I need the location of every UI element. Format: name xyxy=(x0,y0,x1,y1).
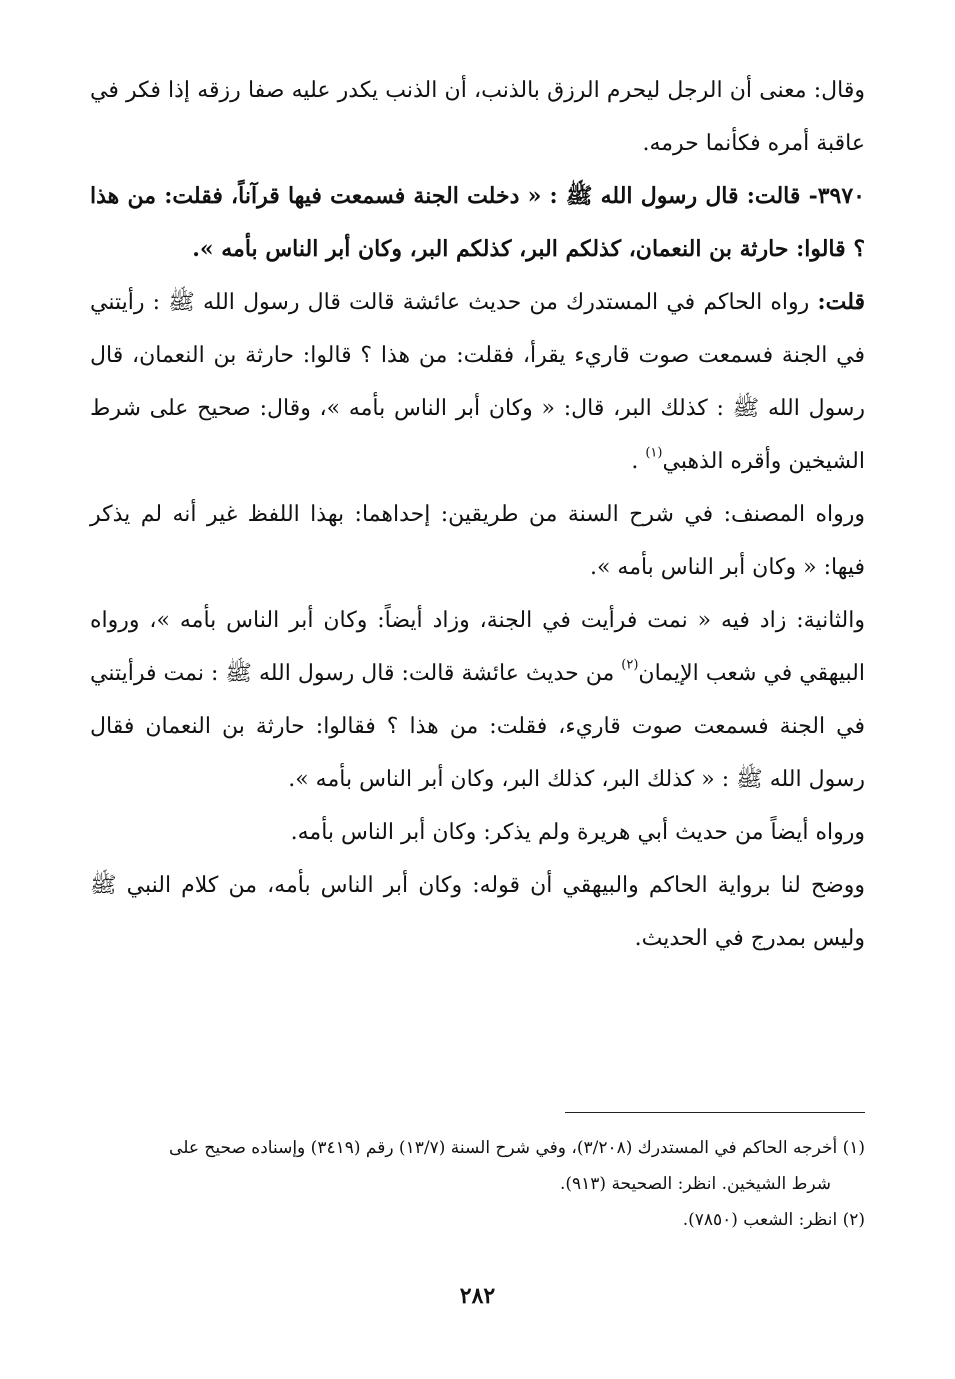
main-text xyxy=(90,64,865,965)
page-number: ٢٨٢ xyxy=(459,1283,496,1309)
paragraph-5 xyxy=(90,594,865,806)
footnote-separator xyxy=(565,1112,865,1113)
qult-label: قلت: xyxy=(817,289,865,315)
paragraph-qult xyxy=(90,276,865,488)
paragraph-qult-end: . xyxy=(631,449,639,474)
paragraph-qult-text: رواه الحاكم في المستدرك من حديث عائشة قالت قال رسول الله ﷺ : رأيتني في الجنة فسمعت صوت قاريء يقرأ، فقلت: من هذا ؟ قالوا: حارثة بن النعمان، قال رسول الله ﷺ : كذلك البر، قال: « وكان أبر الناس بأمه »، وقال: صحيح على شرط الشيخين وأقره الذهبي xyxy=(90,290,865,474)
hadith-3970 xyxy=(90,170,865,276)
paragraph-1: وقال: معنى أن الرجل ليحرم الرزق بالذنب، أن الذنب يكدر عليه صفا رزقه إذا فكر في عاقبة أمره فكأنما حرمه. xyxy=(90,78,865,156)
paragraph-5-part-b: من حديث عائشة قالت: قال رسول الله ﷺ : نمت فرأيتني في الجنة فسمعت صوت قاريء، فقلت: من هذا ؟ فقالوا: حارثة بن النعمان فقال رسول الله ﷺ : « كذلك البر، كذلك البر، وكان أبر الناس بأمه ». xyxy=(90,661,865,792)
footnote-ref-2[interactable]: (٢) xyxy=(621,657,639,673)
hadith-number: ٣٩٧٠- xyxy=(808,183,865,209)
paragraph-5-part-a: والثانية: زاد فيه « نمت فرأيت في الجنة، وزاد أيضاً: وكان أبر الناس بأمه »، ورواه البيهقي في شعب الإيمان xyxy=(90,608,865,686)
footnote-ref-1[interactable]: (١) xyxy=(645,445,663,461)
paragraph-7: ووضح لنا برواية الحاكم والبيهقي أن قوله: وكان أبر الناس بأمه، من كلام النبي ﷺ وليس بمدرج في الحديث. xyxy=(90,873,865,951)
footnote-2: (٢) انظر: الشعب (٧٨٥٠). xyxy=(682,1210,865,1230)
paragraph-6: ورواه أيضاً من حديث أبي هريرة ولم يذكر: وكان أبر الناس بأمه. xyxy=(290,820,865,845)
footnotes xyxy=(90,1130,865,1238)
paragraph-4: ورواه المصنف: في شرح السنة من طريقين: إحداهما: بهذا اللفظ غير أنه لم يذكر فيها: « وكان أبر الناس بأمه ». xyxy=(90,502,865,580)
hadith-text: قالت: قال رسول الله ﷺ : « دخلت الجنة فسمعت فيها قرآناً، فقلت: من هذا ؟ قالوا: حارثة بن النعمان، كذلكم البر، كذلكم البر، وكان أبر الناس بأمه ». xyxy=(90,183,865,262)
footnote-1-line-2: شرط الشيخين. انظر: الصحيحة (٩١٣). xyxy=(559,1174,831,1194)
footnote-1-line-1: (١) أخرجه الحاكم في المستدرك (٣/٢٠٨)، وفي شرح السنة (١٣/٧) رقم (٣٤١٩) وإسناده صحيح على xyxy=(169,1138,865,1158)
